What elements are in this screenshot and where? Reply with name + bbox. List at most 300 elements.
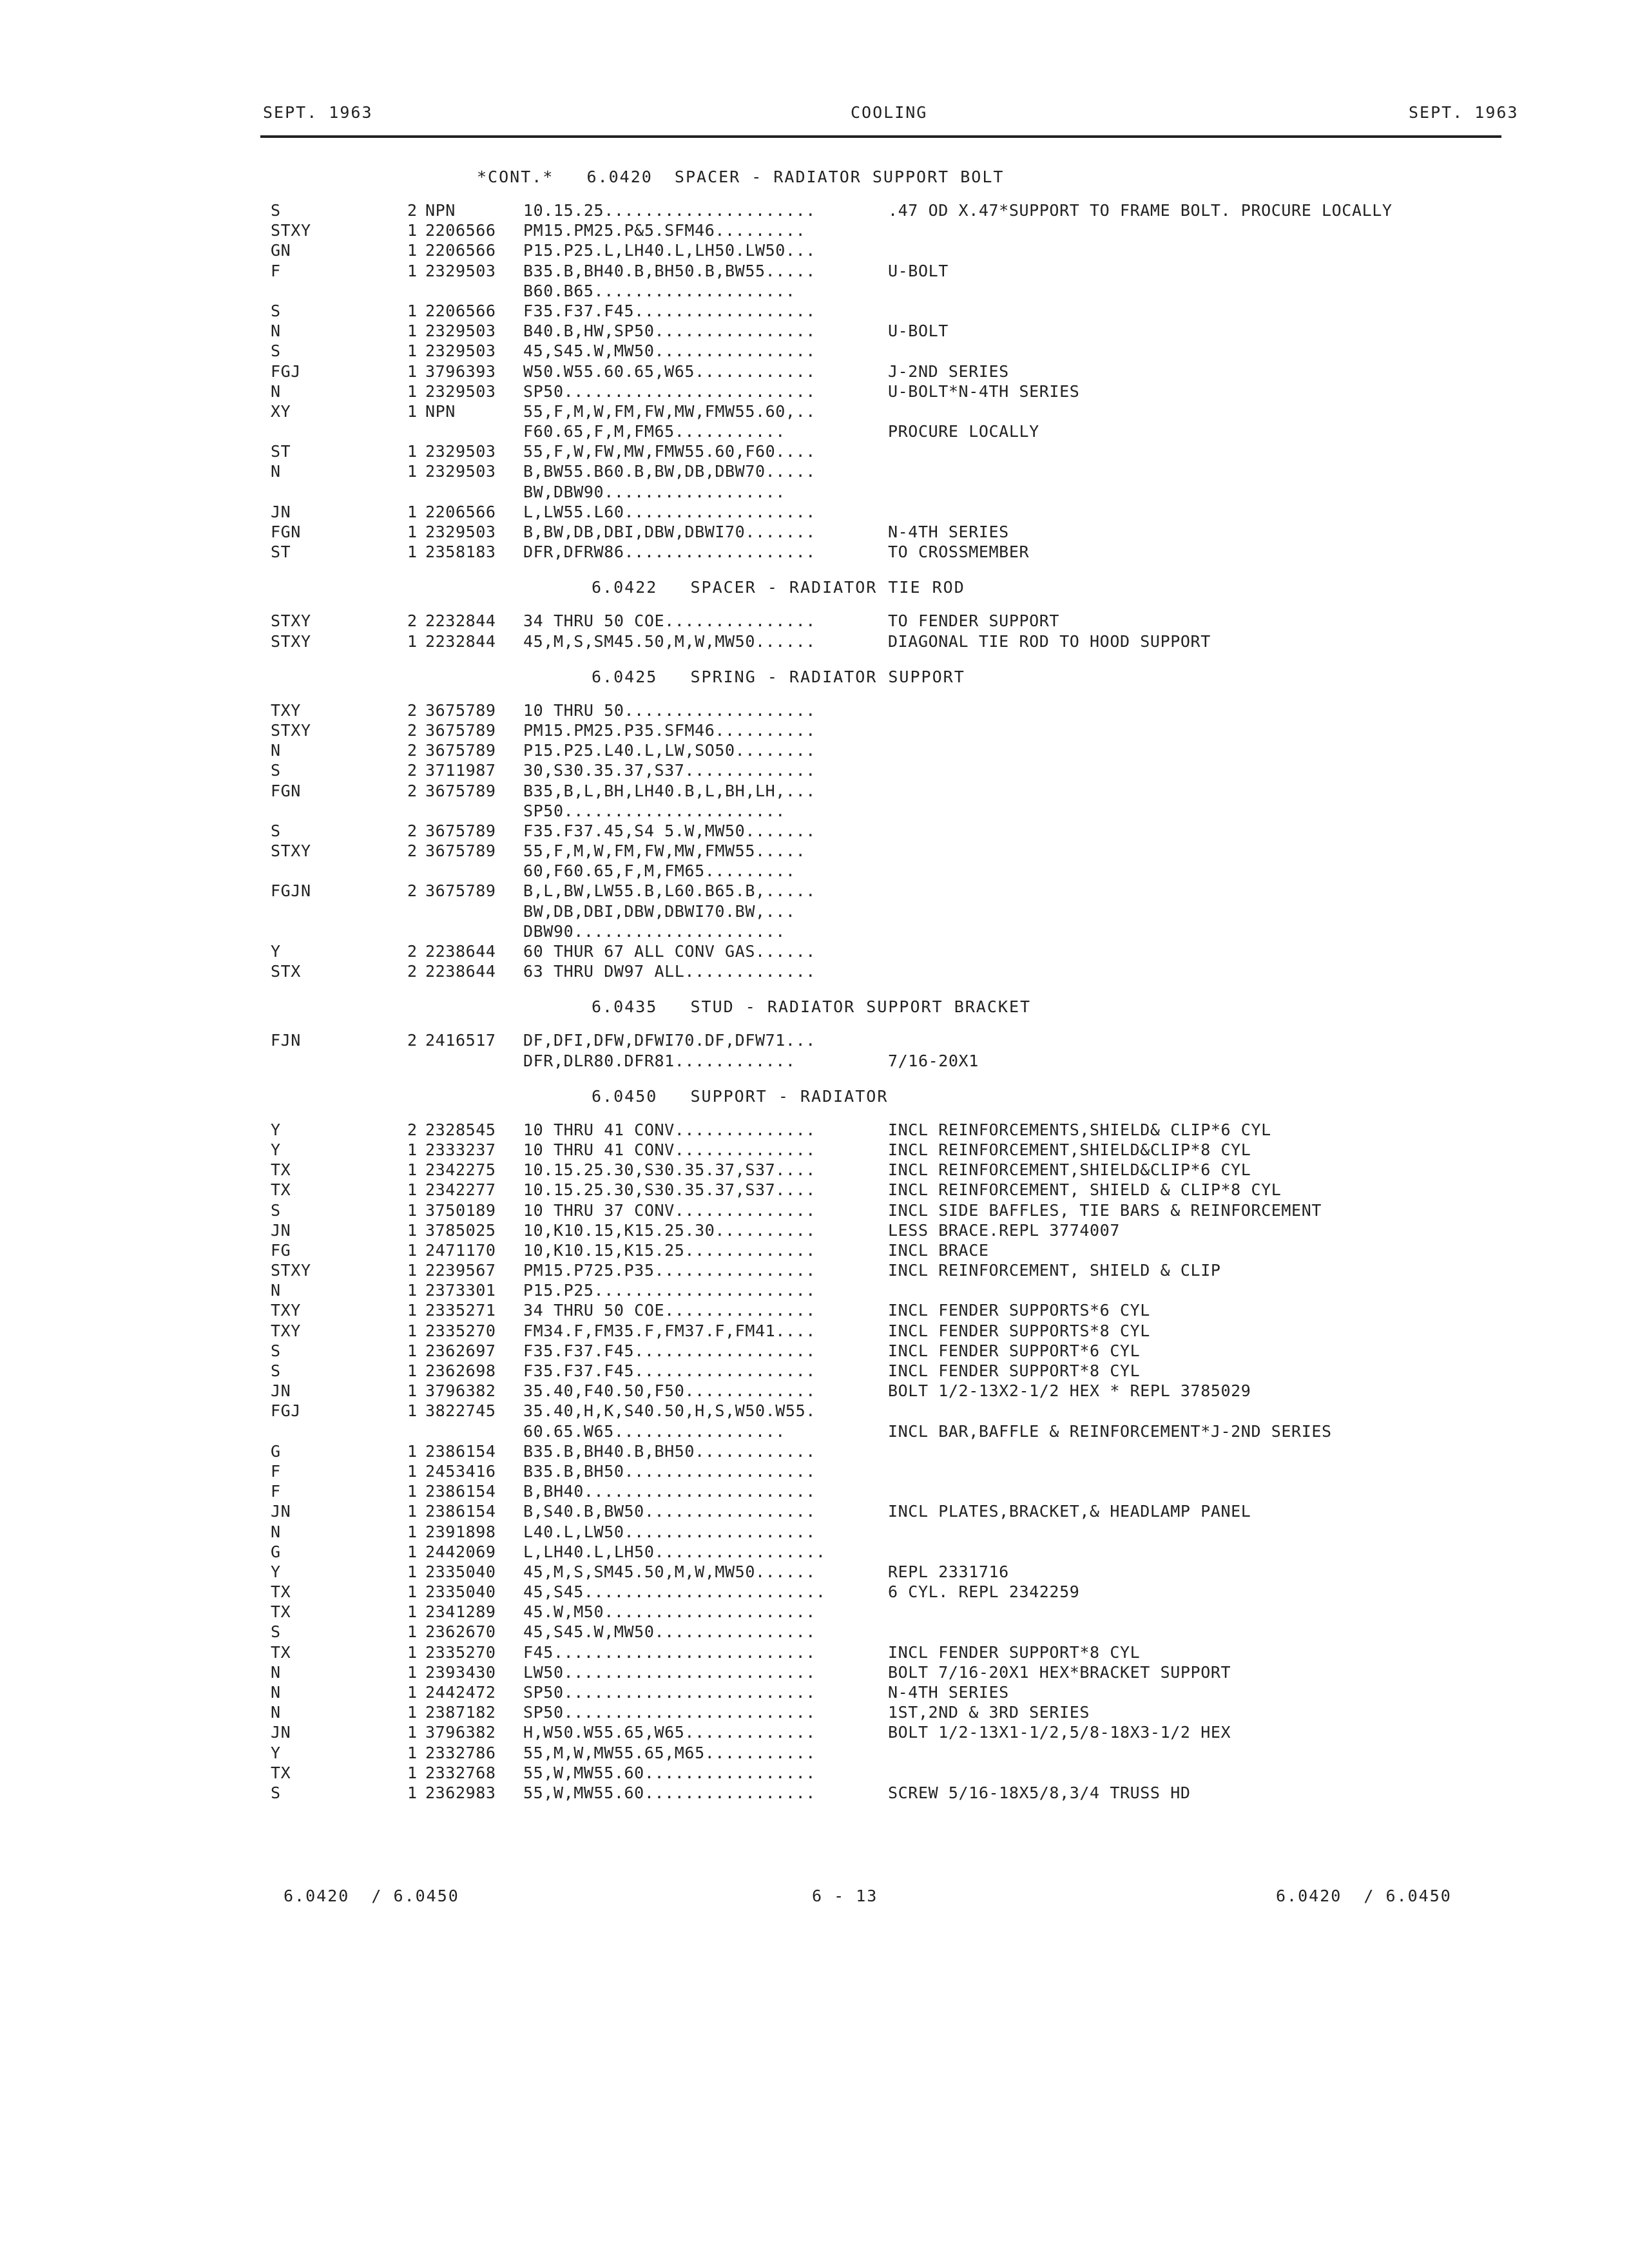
part-number: 2387182 — [425, 1703, 496, 1722]
quantity: 1 — [407, 1140, 418, 1159]
model-list: F35.F37.F45.................. — [523, 301, 816, 320]
part-number: 3711987 — [425, 761, 496, 780]
model-list: F35.F37.F45.................. — [523, 1361, 816, 1380]
quantity: 1 — [407, 1542, 418, 1561]
model-list: 45,S45.W,MW50................ — [523, 341, 816, 361]
application-code: Y — [271, 1562, 281, 1581]
part-number: 3796393 — [425, 361, 496, 381]
description: TO FENDER SUPPORT — [888, 611, 1060, 631]
section-heading-text: *CONT.* 6.0420 SPACER - RADIATOR SUPPORT BOLT — [477, 168, 1005, 186]
description: INCL FENDER SUPPORT*8 CYL — [888, 1361, 1141, 1380]
parts-row — [0, 302, 1629, 322]
parts-row — [0, 1602, 1629, 1622]
part-number: 2335040 — [425, 1582, 496, 1602]
application-code: S — [271, 201, 281, 220]
part-number: 3785025 — [425, 1220, 496, 1240]
parts-row — [0, 1120, 1629, 1140]
page-number: 6 - 13 — [812, 1887, 878, 1905]
application-code: FGJ — [271, 361, 301, 381]
parts-row — [0, 1160, 1629, 1180]
quantity: 1 — [407, 1783, 418, 1802]
description: INCL FENDER SUPPORTS*8 CYL — [888, 1321, 1150, 1340]
description: INCL FENDER SUPPORT*8 CYL — [888, 1642, 1141, 1662]
quantity: 2 — [407, 720, 418, 740]
description: 1ST,2ND & 3RD SERIES — [888, 1703, 1090, 1722]
quantity: 1 — [407, 1662, 418, 1682]
model-list: 45,M,S,SM45.50,M,W,MW50...... — [523, 1562, 816, 1581]
model-list: DBW90..................... — [523, 921, 786, 941]
part-number: 2206566 — [425, 301, 496, 320]
parts-row — [0, 442, 1629, 462]
quantity: 2 — [407, 1120, 418, 1139]
description: BOLT 1/2-13X1-1/2,5/8-18X3-1/2 HEX — [888, 1723, 1231, 1742]
parts-row — [0, 341, 1629, 361]
parts-row — [0, 861, 1629, 881]
part-number: 2362983 — [425, 1783, 496, 1802]
part-number: 2332768 — [425, 1763, 496, 1782]
quantity: 2 — [407, 841, 418, 861]
header-section-title: COOLING — [851, 103, 928, 122]
model-list: 10 THRU 41 CONV.............. — [523, 1140, 816, 1159]
quantity: 1 — [407, 1281, 418, 1300]
description: LESS BRACE.REPL 3774007 — [888, 1220, 1120, 1240]
parts-row — [0, 611, 1629, 631]
parts-row — [0, 1321, 1629, 1341]
parts-row — [0, 1381, 1629, 1401]
description: INCL PLATES,BRACKET,& HEADLAMP PANEL — [888, 1502, 1251, 1521]
part-number: 2329503 — [425, 462, 496, 481]
part-number: 2335270 — [425, 1642, 496, 1662]
application-code: TX — [271, 1160, 291, 1180]
parts-row — [0, 1241, 1629, 1261]
application-code: FG — [271, 1240, 291, 1260]
application-code: N — [271, 1662, 281, 1682]
part-number: 2341289 — [425, 1602, 496, 1622]
parts-row — [0, 1261, 1629, 1281]
section-heading-text: 6.0425 SPRING - RADIATOR SUPPORT — [592, 667, 965, 686]
model-list: B,S40.B,BW50................. — [523, 1502, 816, 1521]
section-spacer — [0, 562, 1629, 570]
parts-row — [0, 701, 1629, 721]
section-heading — [0, 160, 1629, 201]
application-code: N — [271, 381, 281, 401]
application-code: Y — [271, 1120, 281, 1139]
application-code: N — [271, 1703, 281, 1722]
model-list: PM15.P725.P35................ — [523, 1261, 816, 1280]
part-number: 2362698 — [425, 1361, 496, 1380]
parts-listing — [0, 160, 1629, 1811]
model-list: FM34.F,FM35.F,FM37.F,FM41.... — [523, 1321, 816, 1340]
model-list: B35.B,BH50................... — [523, 1461, 816, 1481]
model-list: 60 THUR 67 ALL CONV GAS...... — [523, 942, 816, 961]
section-heading-text: 6.0450 SUPPORT - RADIATOR — [592, 1086, 889, 1106]
model-list: 55,W,MW55.60................. — [523, 1783, 816, 1802]
part-number: 2333237 — [425, 1140, 496, 1159]
model-list: W50.W55.60.65,W65............ — [523, 361, 816, 381]
description: 7/16-20X1 — [888, 1051, 979, 1070]
parts-row — [0, 1361, 1629, 1381]
model-list: BW,DB,DBI,DBW,DBWI70.BW,... — [523, 901, 796, 921]
application-code: GN — [271, 241, 291, 260]
part-number: 2329503 — [425, 341, 496, 361]
application-code: G — [271, 1441, 281, 1461]
parts-row — [0, 282, 1629, 302]
description: N-4TH SERIES — [888, 1683, 1009, 1702]
application-code: JN — [271, 1723, 291, 1742]
quantity: 1 — [407, 261, 418, 280]
parts-row — [0, 782, 1629, 802]
model-list: 10.15.25.30,S30.35.37,S37.... — [523, 1180, 816, 1200]
quantity: 1 — [407, 1763, 418, 1782]
parts-row — [0, 1221, 1629, 1241]
parts-row — [0, 1723, 1629, 1743]
part-number: 2386154 — [425, 1482, 496, 1501]
part-number: 3675789 — [425, 781, 496, 800]
application-code: JN — [271, 502, 291, 521]
parts-row — [0, 1140, 1629, 1160]
model-list: 55,M,W,MW55.65,M65........... — [523, 1743, 816, 1762]
model-list: 60.65.W65................. — [523, 1421, 786, 1441]
quantity: 2 — [407, 611, 418, 631]
section-heading — [0, 990, 1629, 1031]
parts-row — [0, 1582, 1629, 1602]
model-list: B,L,BW,LW55.B,L60.B65.B,..... — [523, 881, 816, 901]
quantity: 1 — [407, 1361, 418, 1380]
quantity: 1 — [407, 1240, 418, 1260]
parts-row — [0, 362, 1629, 382]
part-number: 3796382 — [425, 1723, 496, 1742]
parts-row — [0, 1442, 1629, 1462]
parts-row — [0, 761, 1629, 781]
parts-row — [0, 1643, 1629, 1663]
part-number: 2329503 — [425, 523, 496, 541]
model-list: B,BW55.B60.B,BW,DB,DBW70..... — [523, 462, 816, 481]
quantity: 1 — [407, 1582, 418, 1602]
application-code: TX — [271, 1763, 291, 1782]
quantity: 1 — [407, 1502, 418, 1521]
parts-row — [0, 1281, 1629, 1301]
application-code: STXY — [271, 631, 311, 651]
quantity: 1 — [407, 1522, 418, 1541]
description: INCL REINFORCEMENT,SHIELD&CLIP*6 CYL — [888, 1160, 1251, 1180]
description: BOLT 7/16-20X1 HEX*BRACKET SUPPORT — [888, 1662, 1231, 1682]
parts-row — [0, 942, 1629, 962]
model-list: SP50......................... — [523, 381, 816, 401]
application-code: N — [271, 462, 281, 481]
quantity: 1 — [407, 381, 418, 401]
model-list: F35.F37.F45.................. — [523, 1341, 816, 1360]
part-number: 2342277 — [425, 1180, 496, 1200]
quantity: 1 — [407, 1723, 418, 1742]
application-code: TX — [271, 1582, 291, 1602]
parts-row — [0, 1523, 1629, 1542]
parts-row — [0, 1783, 1629, 1803]
model-list: 35.40,H,K,S40.50,H,S,W50.W55. — [523, 1401, 816, 1421]
part-number: 2232844 — [425, 611, 496, 631]
quantity: 2 — [407, 962, 418, 981]
parts-row — [0, 1763, 1629, 1783]
part-number: 2391898 — [425, 1522, 496, 1541]
model-list: LW50......................... — [523, 1662, 816, 1682]
application-code: STXY — [271, 841, 311, 861]
part-number: 2329503 — [425, 442, 496, 461]
part-number: 2393430 — [425, 1662, 496, 1682]
quantity: 1 — [407, 462, 418, 481]
quantity: 1 — [407, 1341, 418, 1360]
quantity: 1 — [407, 1562, 418, 1581]
quantity: 1 — [407, 1622, 418, 1642]
application-code: JN — [271, 1381, 291, 1401]
model-list: SP50......................... — [523, 1683, 816, 1702]
part-number: 2335271 — [425, 1301, 496, 1320]
part-number: 2386154 — [425, 1441, 496, 1461]
part-number: 2453416 — [425, 1461, 496, 1481]
application-code: F — [271, 261, 281, 280]
application-code: N — [271, 1281, 281, 1300]
part-number: 2206566 — [425, 502, 496, 521]
application-code: TXY — [271, 1321, 301, 1340]
quantity: 2 — [407, 201, 418, 220]
application-code: Y — [271, 1743, 281, 1762]
application-code: STXY — [271, 1261, 311, 1280]
part-number: 3675789 — [425, 700, 496, 720]
part-number: 3796382 — [425, 1381, 496, 1401]
application-code: S — [271, 821, 281, 840]
quantity: 1 — [407, 301, 418, 320]
description: N-4TH SERIES — [888, 523, 1009, 541]
model-list: 34 THRU 50 COE............... — [523, 1301, 816, 1320]
part-number: NPN — [425, 201, 456, 220]
parts-row — [0, 881, 1629, 901]
part-number: 2332786 — [425, 1743, 496, 1762]
description: INCL REINFORCEMENTS,SHIELD& CLIP*6 CYL — [888, 1120, 1271, 1139]
parts-row — [0, 462, 1629, 482]
parts-row — [0, 402, 1629, 422]
application-code: ST — [271, 442, 291, 461]
part-number: 2238644 — [425, 942, 496, 961]
application-code: TXY — [271, 1301, 301, 1320]
parts-row — [0, 1341, 1629, 1361]
parts-row — [0, 523, 1629, 543]
application-code: FGJ — [271, 1401, 301, 1421]
parts-row — [0, 241, 1629, 261]
part-number: 2362697 — [425, 1341, 496, 1360]
model-list: B,BH40....................... — [523, 1482, 816, 1501]
parts-row — [0, 483, 1629, 503]
application-code: N — [271, 322, 281, 341]
quantity: 2 — [407, 781, 418, 800]
quantity: 1 — [407, 322, 418, 341]
description: INCL REINFORCEMENT, SHIELD & CLIP*8 CYL — [888, 1180, 1282, 1200]
part-number: 2442069 — [425, 1542, 496, 1561]
quantity: 1 — [407, 1602, 418, 1622]
application-code: XY — [271, 401, 291, 421]
header-date-left: SEPT. 1963 — [263, 103, 373, 122]
quantity: 1 — [407, 1381, 418, 1401]
parts-row — [0, 1683, 1629, 1703]
model-list: 10 THRU 50................... — [523, 700, 816, 720]
application-code: S — [271, 1361, 281, 1380]
model-list: 34 THRU 50 COE............... — [523, 611, 816, 631]
part-number: 2232844 — [425, 631, 496, 651]
quantity: 2 — [407, 881, 418, 901]
quantity: 1 — [407, 1160, 418, 1180]
section-heading-text: 6.0422 SPACER - RADIATOR TIE ROD — [592, 578, 965, 597]
description: 6 CYL. REPL 2342259 — [888, 1582, 1080, 1602]
quantity: 1 — [407, 1200, 418, 1220]
parts-row — [0, 1422, 1629, 1442]
parts-row — [0, 1482, 1629, 1502]
model-list: 55,F,M,W,FM,FW,MW,FMW55..... — [523, 841, 806, 861]
application-code: N — [271, 741, 281, 760]
quantity: 1 — [407, 502, 418, 521]
part-number: NPN — [425, 401, 456, 421]
description: SCREW 5/16-18X5/8,3/4 TRUSS HD — [888, 1783, 1191, 1802]
description: INCL REINFORCEMENT, SHIELD & CLIP — [888, 1261, 1221, 1280]
application-code: STXY — [271, 221, 311, 240]
model-list: B35.B,BH40.B,BH50............ — [523, 1441, 816, 1461]
description: .47 OD X.47*SUPPORT TO FRAME BOLT. PROCURE LOCALLY — [888, 201, 1393, 220]
model-list: F35.F37.45,S4 5.W,MW50....... — [523, 821, 816, 840]
part-number: 2239567 — [425, 1261, 496, 1280]
footer-range-left: 6.0420 / 6.0450 — [284, 1887, 459, 1905]
application-code: Y — [271, 1140, 281, 1159]
parts-row — [0, 1744, 1629, 1763]
parts-row — [0, 1031, 1629, 1051]
model-list: F45.......................... — [523, 1642, 816, 1662]
model-list: 10 THRU 41 CONV.............. — [523, 1120, 816, 1139]
part-number: 3675789 — [425, 720, 496, 740]
application-code: S — [271, 1341, 281, 1360]
quantity: 2 — [407, 700, 418, 720]
quantity: 1 — [407, 1683, 418, 1702]
application-code: F — [271, 1461, 281, 1481]
parts-row — [0, 1622, 1629, 1642]
model-list: B35.B,BH40.B,BH50.B,BW55..... — [523, 261, 816, 280]
quantity: 1 — [407, 1321, 418, 1340]
parts-row — [0, 922, 1629, 942]
quantity: 1 — [407, 1642, 418, 1662]
quantity: 2 — [407, 942, 418, 961]
description: INCL BAR,BAFFLE & REINFORCEMENT*J-2ND SERIES — [888, 1421, 1332, 1441]
model-list: H,W50.W55.65,W65............. — [523, 1723, 816, 1742]
part-number: 2335270 — [425, 1321, 496, 1340]
quantity: 1 — [407, 341, 418, 361]
application-code: STXY — [271, 720, 311, 740]
model-list: P15.P25.L40.L,LW,SO50........ — [523, 741, 816, 760]
model-list: BW,DBW90.................. — [523, 482, 786, 501]
model-list: PM15.PM25.P&5.SFM46......... — [523, 221, 806, 240]
model-list: 10.15.25.30,S30.35.37,S37.... — [523, 1160, 816, 1180]
quantity: 1 — [407, 523, 418, 541]
header-date-right: SEPT. 1963 — [1409, 103, 1519, 122]
application-code: TX — [271, 1602, 291, 1622]
application-code: S — [271, 1200, 281, 1220]
parts-row — [0, 221, 1629, 241]
parts-row — [0, 802, 1629, 822]
section-spacer — [0, 982, 1629, 990]
model-list: 45,S45.W,MW50................ — [523, 1622, 816, 1642]
model-list: L,LH40.L,LH50................. — [523, 1542, 826, 1561]
application-code: S — [271, 301, 281, 320]
model-list: 10 THRU 37 CONV.............. — [523, 1200, 816, 1220]
description: INCL FENDER SUPPORT*6 CYL — [888, 1341, 1141, 1360]
model-list: B60.B65.................... — [523, 281, 796, 300]
application-code: N — [271, 1683, 281, 1702]
application-code: S — [271, 1622, 281, 1642]
model-list: 55,F,W,FW,MW,FMW55.60,F60.... — [523, 442, 816, 461]
description: PROCURE LOCALLY — [888, 422, 1039, 441]
model-list: DFR,DLR80.DFR81............ — [523, 1051, 796, 1070]
quantity: 1 — [407, 631, 418, 651]
part-number: 2329503 — [425, 322, 496, 341]
quantity: 1 — [407, 442, 418, 461]
model-list: B35,B,L,BH,LH40.B,L,BH,LH,... — [523, 781, 816, 800]
part-number: 3675789 — [425, 741, 496, 760]
description: J-2ND SERIES — [888, 361, 1009, 381]
model-list: L,LW55.L60................... — [523, 502, 816, 521]
quantity: 1 — [407, 1301, 418, 1320]
parts-row — [0, 1401, 1629, 1421]
quantity: 1 — [407, 221, 418, 240]
application-code: N — [271, 1522, 281, 1541]
application-code: JN — [271, 1220, 291, 1240]
parts-row — [0, 1663, 1629, 1683]
parts-row — [0, 382, 1629, 402]
part-number: 3675789 — [425, 881, 496, 901]
application-code: Y — [271, 942, 281, 961]
quantity: 1 — [407, 543, 418, 562]
model-list: PM15.PM25.P35.SFM46.......... — [523, 720, 816, 740]
description: INCL BRACE — [888, 1240, 989, 1260]
part-number: 2442472 — [425, 1683, 496, 1702]
application-code: S — [271, 761, 281, 780]
parts-row — [0, 822, 1629, 841]
part-number: 2206566 — [425, 221, 496, 240]
section-spacer — [0, 652, 1629, 660]
parts-row — [0, 721, 1629, 741]
part-number: 3750189 — [425, 1200, 496, 1220]
parts-row — [0, 1562, 1629, 1582]
parts-row — [0, 1180, 1629, 1200]
parts-row — [0, 503, 1629, 523]
model-list: 10,K10.15,K15.25............. — [523, 1240, 816, 1260]
quantity: 2 — [407, 1031, 418, 1050]
description: INCL FENDER SUPPORTS*6 CYL — [888, 1301, 1150, 1320]
quantity: 2 — [407, 741, 418, 760]
application-code: G — [271, 1542, 281, 1561]
parts-row — [0, 1301, 1629, 1321]
parts-row — [0, 422, 1629, 442]
application-code: STXY — [271, 611, 311, 631]
part-number: 2373301 — [425, 1281, 496, 1300]
parts-row — [0, 322, 1629, 341]
model-list: 45,S45........................ — [523, 1582, 826, 1602]
part-number: 2329503 — [425, 261, 496, 280]
model-list: F60.65,F,M,FM65........... — [523, 422, 786, 441]
model-list: 55,W,MW55.60................. — [523, 1763, 816, 1782]
quantity: 1 — [407, 1180, 418, 1200]
model-list: DFR,DFRW86................... — [523, 543, 816, 562]
quantity: 2 — [407, 821, 418, 840]
part-number: 2358183 — [425, 543, 496, 562]
model-list: 35.40,F40.50,F50............. — [523, 1381, 816, 1401]
quantity: 1 — [407, 241, 418, 260]
model-list: P15.P25.L,LH40.L,LH50.LW50... — [523, 241, 816, 260]
section-spacer — [0, 1803, 1629, 1811]
description: U-BOLT — [888, 261, 949, 280]
part-number: 3675789 — [425, 821, 496, 840]
